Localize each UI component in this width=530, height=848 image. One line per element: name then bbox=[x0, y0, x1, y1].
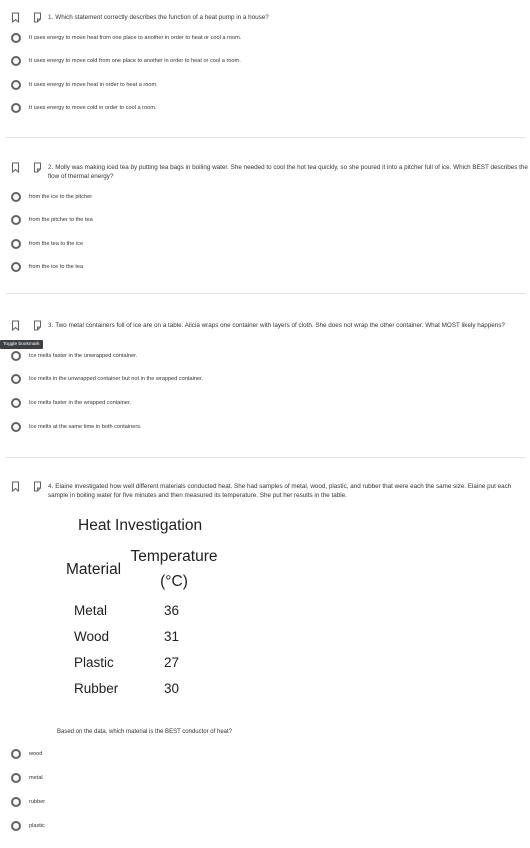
option-label: It uses energy to move cold in order to cool a room. bbox=[29, 104, 157, 111]
table-cell-material: Wood bbox=[74, 629, 110, 644]
radio-button[interactable] bbox=[11, 33, 21, 43]
radio-button[interactable] bbox=[11, 56, 21, 66]
flag-icon[interactable] bbox=[33, 12, 42, 23]
question-stem: 1. Which statement correctly describes the function of a heat pump in a house? bbox=[48, 14, 269, 21]
table-title: Heat Investigation bbox=[78, 517, 203, 534]
answer-option[interactable] bbox=[11, 397, 491, 409]
option-label: It uses energy to move heat in order to heat a room. bbox=[29, 81, 158, 88]
answer-option[interactable] bbox=[11, 79, 491, 91]
bookmark-icon[interactable] bbox=[11, 320, 20, 331]
radio-button[interactable] bbox=[11, 215, 21, 225]
answer-option[interactable] bbox=[11, 191, 491, 203]
answer-option[interactable] bbox=[11, 32, 491, 44]
option-label: wood bbox=[29, 750, 43, 757]
question-divider bbox=[6, 293, 525, 294]
answer-option[interactable] bbox=[11, 102, 491, 114]
option-label: plastic bbox=[29, 822, 45, 829]
question-divider bbox=[6, 137, 525, 138]
question-divider bbox=[6, 457, 525, 458]
answer-option[interactable] bbox=[11, 421, 491, 433]
radio-button[interactable] bbox=[11, 422, 21, 432]
option-label: Ice melts in the unwrapped container but not in the wrapped container. bbox=[29, 375, 204, 382]
answer-option[interactable] bbox=[11, 796, 491, 808]
radio-button[interactable] bbox=[11, 797, 21, 807]
flag-icon[interactable] bbox=[33, 481, 42, 492]
bookmark-icon[interactable] bbox=[11, 162, 20, 173]
question-followup: Based on the data, which material is the BEST conductor of heat? bbox=[57, 729, 232, 735]
answer-option[interactable] bbox=[11, 748, 491, 760]
option-label: Ice melts faster in the wrapped container. bbox=[29, 399, 131, 406]
radio-button[interactable] bbox=[11, 749, 21, 759]
radio-button[interactable] bbox=[11, 821, 21, 831]
question-2-header bbox=[0, 162, 530, 181]
bookmark-icon[interactable] bbox=[11, 12, 20, 23]
flag-icon[interactable] bbox=[33, 320, 42, 331]
table-cell-material: Rubber bbox=[74, 681, 119, 696]
radio-button[interactable] bbox=[11, 351, 21, 361]
question-4-header bbox=[0, 481, 530, 500]
radio-button[interactable] bbox=[11, 192, 21, 202]
radio-button[interactable] bbox=[11, 239, 21, 249]
radio-button[interactable] bbox=[11, 773, 21, 783]
bookmark-tooltip: Toggle bookmark bbox=[0, 340, 43, 349]
answer-option[interactable] bbox=[11, 214, 491, 226]
answer-option[interactable] bbox=[11, 238, 491, 250]
answer-option[interactable] bbox=[11, 772, 491, 784]
answer-option[interactable] bbox=[11, 261, 491, 273]
question-1-header bbox=[0, 12, 530, 26]
option-label: It uses energy to move cold from one place to another in order to heat or cool a room. bbox=[29, 57, 241, 64]
table-cell-temperature: 30 bbox=[164, 681, 180, 696]
table-cell-material: Metal bbox=[74, 603, 108, 618]
option-label: metal bbox=[29, 774, 43, 781]
option-label: It uses energy to move heat from one place to another in order to heat or cool a room. bbox=[29, 34, 242, 41]
table-cell-temperature: 27 bbox=[164, 655, 180, 670]
radio-button[interactable] bbox=[11, 80, 21, 90]
option-label: rubber bbox=[29, 798, 46, 805]
answer-option[interactable] bbox=[11, 373, 491, 385]
bookmark-icon[interactable] bbox=[11, 481, 20, 492]
radio-button[interactable] bbox=[11, 398, 21, 408]
option-label: from the ice to the tea bbox=[29, 263, 84, 270]
option-label: from the ice to the pitcher bbox=[29, 193, 93, 200]
table-header-material: Material bbox=[66, 561, 122, 578]
question-3-header bbox=[0, 320, 530, 334]
answer-option[interactable] bbox=[11, 55, 491, 67]
option-label: from the pitcher to the tea bbox=[29, 216, 93, 223]
table-cell-temperature: 36 bbox=[164, 603, 180, 618]
table-cell-material: Plastic bbox=[74, 655, 114, 670]
question-stem: 2. Molly was making iced tea by putting tea bags in boiling water. She needed to cool the hot tea quickly, so she poured it into a pitcher full of ice. Which BEST describes the flow of thermal energy? bbox=[48, 164, 528, 181]
option-label: Ice melts faster in the unwrapped container. bbox=[29, 352, 138, 359]
table-header-temperature: Temperature (°C) bbox=[130, 548, 218, 590]
answer-option[interactable] bbox=[11, 350, 491, 362]
option-label: from the tea to the ice bbox=[29, 240, 84, 247]
flag-icon[interactable] bbox=[33, 162, 42, 173]
radio-button[interactable] bbox=[11, 262, 21, 272]
question-stem: 4. Elaine investigated how well different materials conducted heat. She had samples of metal, wood, plastic, and rubber that were each the same size. Elaine put each sample in boiling water for five minutes and then measured its temperature. She put her results in the table. bbox=[48, 483, 512, 500]
question-stem: 3. Two metal containers full of ice are on a table. Alicia wraps one container with layers of cloth. She does not wrap the other container. What MOST likely happens? bbox=[48, 322, 505, 329]
option-label: Ice melts at the same time in both containers. bbox=[29, 423, 142, 430]
table-cell-temperature: 31 bbox=[164, 629, 180, 644]
radio-button[interactable] bbox=[11, 103, 21, 113]
radio-button[interactable] bbox=[11, 374, 21, 384]
answer-option[interactable] bbox=[11, 820, 491, 832]
